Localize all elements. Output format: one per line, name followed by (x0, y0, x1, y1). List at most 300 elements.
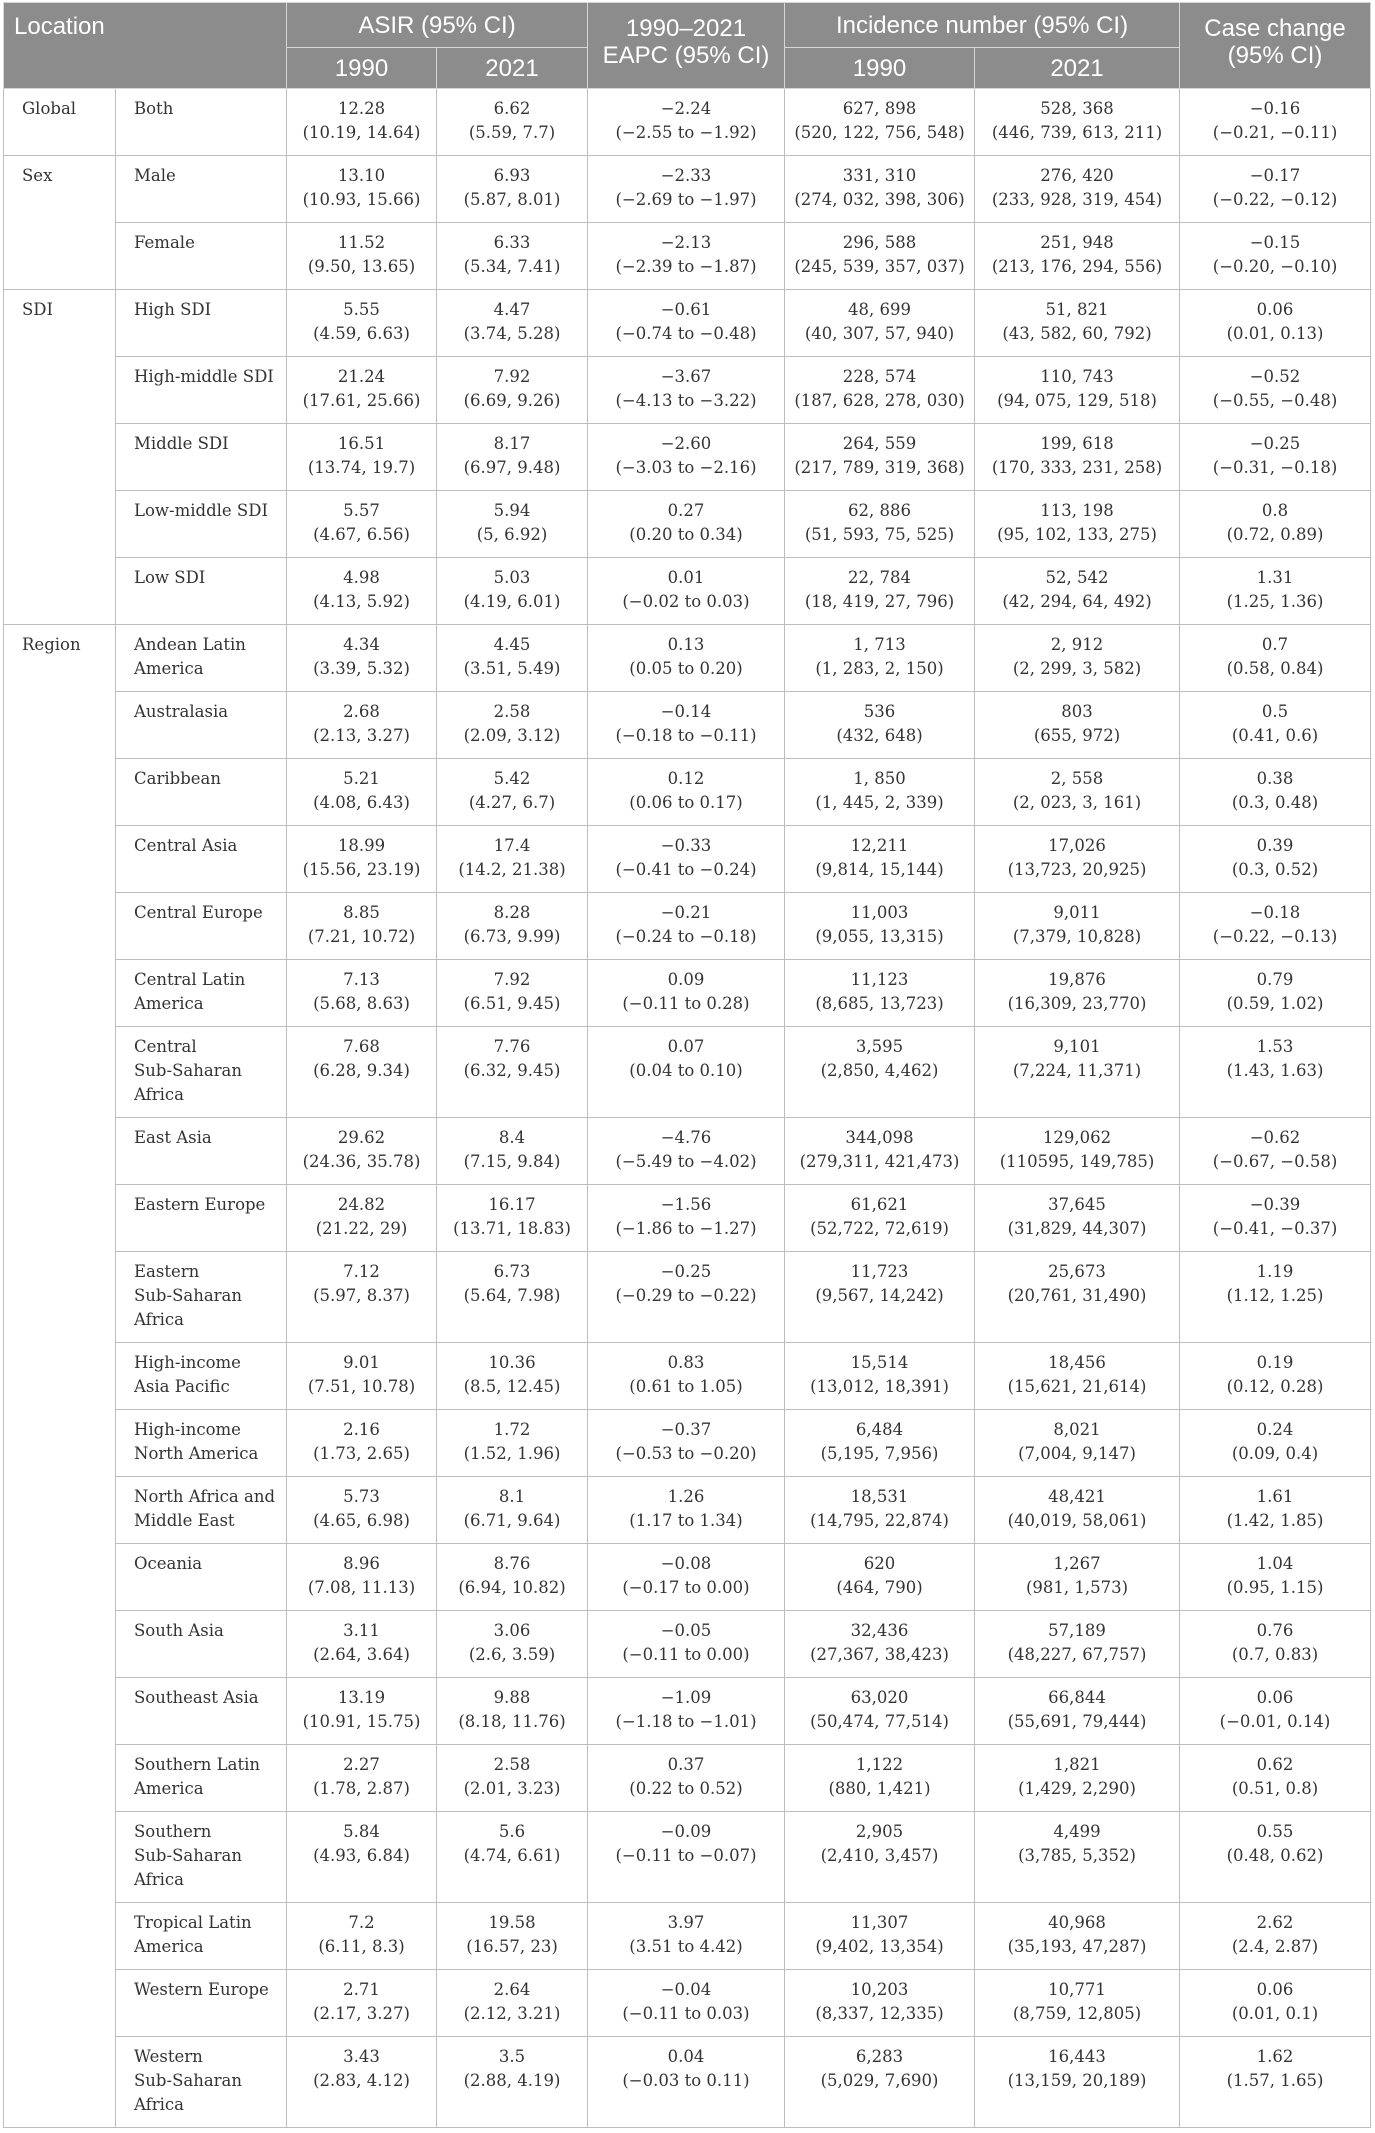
incidence-2021-cell (975, 1343, 1180, 1410)
location-cell (116, 759, 287, 826)
incidence-2021-cell (975, 156, 1180, 223)
location-cell (116, 1903, 287, 1970)
location-line: Asia Pacific (134, 1377, 230, 1396)
location-cell (116, 625, 287, 692)
incidence-2021-cell (975, 692, 1180, 759)
incidence-1990-line: 48, 699 (848, 300, 911, 319)
table-row (4, 1118, 1371, 1185)
asir-1990-line: (7.08, 11.13) (307, 1578, 416, 1597)
eapc-line: 0.37 (667, 1755, 705, 1774)
location-line: Middle East (134, 1511, 235, 1530)
table-row (4, 424, 1371, 491)
group-label-cell: Global (4, 89, 116, 156)
asir-1990-cell (287, 1185, 437, 1252)
case-change-line: (0.95, 1.15) (1226, 1578, 1324, 1597)
eapc-line: 0.27 (667, 501, 705, 520)
asir-1990-cell (287, 156, 437, 223)
case-change-line: (1.43, 1.63) (1226, 1061, 1324, 1080)
case-change-cell (1180, 759, 1371, 826)
case-change-line: (1.57, 1.65) (1226, 2071, 1324, 2090)
table-row (4, 1970, 1371, 2037)
asir-1990-cell (287, 1477, 437, 1544)
location-cell (116, 1678, 287, 1745)
case-change-cell (1180, 424, 1371, 491)
asir-1990-line: 13.19 (337, 1688, 386, 1707)
asir-1990-line: (24.36, 35.78) (302, 1152, 421, 1171)
asir-2021-line: (13.71, 18.83) (453, 1219, 571, 1238)
incidence-1990-line: 620 (863, 1554, 896, 1573)
asir-1990-cell (287, 893, 437, 960)
incidence-2021-line: (981, 1,573) (1025, 1578, 1129, 1597)
case-change-cell (1180, 625, 1371, 692)
eapc-line: −0.61 (660, 300, 712, 319)
asir-2021-line: 8.4 (498, 1128, 526, 1147)
asir-2021-cell (437, 89, 588, 156)
incidence-2021-line: 199, 618 (1040, 434, 1114, 453)
incidence-1990-cell (785, 558, 975, 625)
eapc-cell (588, 357, 785, 424)
incidence-1990-line: (9,567, 14,242) (815, 1286, 944, 1305)
location-cell (116, 223, 287, 290)
asir-1990-line: 5.84 (343, 1822, 380, 1841)
eapc-line: (−0.53 to −0.20) (615, 1444, 757, 1463)
asir-1990-line: 5.57 (343, 501, 380, 520)
eapc-cell (588, 2037, 785, 2128)
case-change-line: 0.06 (1256, 1688, 1294, 1707)
incidence-2021-line: 528, 368 (1040, 99, 1114, 118)
eapc-line: −0.25 (660, 1262, 712, 1281)
case-change-line: 1.04 (1256, 1554, 1294, 1573)
location-cell (116, 1343, 287, 1410)
eapc-line: −0.04 (660, 1980, 712, 1999)
incidence-2021-cell (975, 1477, 1180, 1544)
asir-1990-cell (287, 1252, 437, 1343)
case-change-line: −0.15 (1249, 233, 1301, 252)
incidence-1990-line: 1,122 (855, 1755, 904, 1774)
asir-2021-cell (437, 692, 588, 759)
incidence-2021-line: 16,443 (1048, 2047, 1106, 2066)
location-line: America (134, 994, 204, 1013)
asir-1990-line: (4.59, 6.63) (313, 324, 410, 343)
asir-1990-line: (10.19, 14.64) (302, 123, 421, 142)
table-row (4, 223, 1371, 290)
case-change-line: −0.17 (1249, 166, 1301, 185)
group-label-cell: SDI (4, 290, 116, 625)
eapc-line: (−2.39 to −1.87) (615, 257, 757, 276)
incidence-2021-line: (2, 023, 3, 161) (1012, 793, 1142, 812)
asir-1990-line: (4.65, 6.98) (313, 1511, 410, 1530)
eapc-line: (−0.11 to 0.03) (622, 2004, 750, 2023)
case-change-cell (1180, 223, 1371, 290)
asir-1990-line: 29.62 (337, 1128, 386, 1147)
incidence-2021-line: (43, 582, 60, 792) (1002, 324, 1152, 343)
asir-1990-line: (4.93, 6.84) (313, 1846, 410, 1865)
eapc-line: (−0.11 to 0.28) (622, 994, 750, 1013)
location-cell (116, 357, 287, 424)
incidence-1990-line: (432, 648) (836, 726, 923, 745)
location-cell (116, 1745, 287, 1812)
location-line: Tropical Latin (134, 1913, 252, 1932)
location-cell (116, 960, 287, 1027)
incidence-1990-line: 11,003 (850, 903, 909, 922)
table-row (4, 1185, 1371, 1252)
asir-2021-line: 5.94 (493, 501, 531, 520)
asir-1990-cell (287, 290, 437, 357)
eapc-line: (−0.29 to −0.22) (615, 1286, 757, 1305)
case-change-cell (1180, 2037, 1371, 2128)
case-change-line: (0.7, 0.83) (1231, 1645, 1319, 1664)
eapc-cell (588, 1118, 785, 1185)
asir-1990-cell (287, 1812, 437, 1903)
incidence-1990-line: 344,098 (845, 1128, 914, 1147)
eapc-cell (588, 1611, 785, 1678)
incidence-2021-cell (975, 1185, 1180, 1252)
asir-1990-line: (6.11, 8.3) (318, 1937, 405, 1956)
location-line: Africa (134, 2095, 184, 2114)
asir-1990-line: (5.97, 8.37) (313, 1286, 410, 1305)
asir-2021-cell (437, 290, 588, 357)
asir-2021-line: 5.6 (498, 1822, 526, 1841)
case-change-line: (0.3, 0.52) (1231, 860, 1319, 879)
incidence-2021-line: 17,026 (1048, 836, 1106, 855)
incidence-2021-cell (975, 625, 1180, 692)
location-line: Africa (134, 1085, 184, 1104)
incidence-2021-line: 66,844 (1048, 1688, 1106, 1707)
location-line: North America (134, 1444, 259, 1463)
location-cell (116, 89, 287, 156)
incidence-1990-line: (9,814, 15,144) (815, 860, 944, 879)
incidence-1990-line: (5,029, 7,690) (820, 2071, 939, 2090)
eapc-line: −0.33 (660, 836, 712, 855)
eapc-cell (588, 692, 785, 759)
asir-1990-line: 2.71 (343, 1980, 380, 1999)
location-line: Western (134, 2047, 203, 2066)
table-row (4, 1745, 1371, 1812)
asir-1990-line: (1.73, 2.65) (313, 1444, 410, 1463)
incidence-2021-line: (95, 102, 133, 275) (997, 525, 1157, 544)
incidence-1990-line: (8,685, 13,723) (815, 994, 944, 1013)
incidence-2021-line: 37,645 (1048, 1195, 1106, 1214)
incidence-1990-line: 22, 784 (848, 568, 911, 587)
asir-2021-line: (5, 6.92) (476, 525, 548, 544)
incidence-1990-line: 62, 886 (848, 501, 911, 520)
case-change-line: (1.25, 1.36) (1226, 592, 1324, 611)
asir-2021-line: (6.51, 9.45) (463, 994, 561, 1013)
asir-1990-line: 3.43 (343, 2047, 380, 2066)
asir-2021-line: 1.72 (493, 1420, 531, 1439)
case-change-cell (1180, 1544, 1371, 1611)
asir-2021-line: 17.4 (493, 836, 531, 855)
case-change-cell (1180, 1611, 1371, 1678)
incidence-1990-cell (785, 1745, 975, 1812)
incidence-1990-line: 1, 850 (853, 769, 906, 788)
asir-2021-line: 8.76 (493, 1554, 531, 1573)
case-change-cell (1180, 893, 1371, 960)
location-line: Oceania (134, 1554, 203, 1573)
incidence-1990-cell (785, 1611, 975, 1678)
case-change-line: 0.55 (1256, 1822, 1294, 1841)
asir-1990-line: (13.74, 19.7) (307, 458, 416, 477)
incidence-2021-line: (16,309, 23,770) (1007, 994, 1147, 1013)
asir-2021-line: (5.64, 7.98) (463, 1286, 561, 1305)
location-cell (116, 1410, 287, 1477)
group-label-cell: Sex (4, 156, 116, 290)
eapc-line: (0.22 to 0.52) (629, 1779, 743, 1798)
case-change-line: 1.19 (1256, 1262, 1294, 1281)
incidence-2021-line: 110, 743 (1040, 367, 1114, 386)
incidence-2021-line: 48,421 (1048, 1487, 1106, 1506)
case-change-line: 0.06 (1256, 300, 1294, 319)
asir-2021-cell (437, 491, 588, 558)
eapc-line: (0.06 to 0.17) (629, 793, 743, 812)
incidence-1990-line: 536 (863, 702, 896, 721)
incidence-2021-cell (975, 960, 1180, 1027)
incidence-2021-line: (2, 299, 3, 582) (1012, 659, 1142, 678)
incidence-2021-cell (975, 759, 1180, 826)
incidence-1990-line: 63,020 (850, 1688, 909, 1707)
eapc-cell (588, 826, 785, 893)
header-incidence-2021: 2021 (975, 48, 1180, 89)
eapc-cell (588, 1343, 785, 1410)
incidence-1990-cell (785, 290, 975, 357)
location-line: East Asia (134, 1128, 212, 1147)
incidence-1990-line: 331, 310 (842, 166, 917, 185)
incidence-2021-line: (15,621, 21,614) (1007, 1377, 1147, 1396)
incidence-2021-cell (975, 826, 1180, 893)
header-eapc (588, 3, 785, 89)
incidence-2021-line: (7,224, 11,371) (1012, 1061, 1142, 1080)
table-row (4, 290, 1371, 357)
eapc-cell (588, 625, 785, 692)
table-row (4, 893, 1371, 960)
asir-2021-line: (5.87, 8.01) (463, 190, 561, 209)
asir-1990-line: (4.08, 6.43) (313, 793, 410, 812)
eapc-line: −1.09 (660, 1688, 712, 1707)
asir-1990-cell (287, 1903, 437, 1970)
incidence-1990-cell (785, 893, 975, 960)
case-change-line: 0.8 (1261, 501, 1289, 520)
incidence-1990-line: (245, 539, 357, 037) (794, 257, 965, 276)
location-line: High-income (134, 1353, 241, 1372)
case-change-line: 1.62 (1256, 2047, 1294, 2066)
incidence-2021-cell (975, 1745, 1180, 1812)
case-change-line: (−0.22, −0.12) (1212, 190, 1338, 209)
case-change-line: 0.06 (1256, 1980, 1294, 1999)
asir-2021-cell (437, 625, 588, 692)
asir-2021-line: 2.64 (493, 1980, 531, 1999)
asir-1990-cell (287, 1027, 437, 1118)
case-change-cell (1180, 826, 1371, 893)
location-line: High SDI (134, 300, 212, 319)
location-cell (116, 1118, 287, 1185)
header-asir-1990: 1990 (287, 48, 437, 89)
case-change-line: −0.25 (1249, 434, 1301, 453)
asir-1990-cell (287, 692, 437, 759)
header-case-change-line1: Case change (1204, 15, 1346, 42)
case-change-line: 0.24 (1256, 1420, 1294, 1439)
incidence-1990-line: (40, 307, 57, 940) (804, 324, 955, 343)
asir-2021-line: 8.1 (498, 1487, 526, 1506)
incidence-2021-line: 1,821 (1053, 1755, 1101, 1774)
asir-1990-line: (10.91, 15.75) (302, 1712, 421, 1731)
case-change-line: −0.18 (1249, 903, 1301, 922)
incidence-2021-cell (975, 1118, 1180, 1185)
asir-1990-line: (2.64, 3.64) (313, 1645, 410, 1664)
location-line: Southeast Asia (134, 1688, 259, 1707)
table-row (4, 156, 1371, 223)
table-row (4, 826, 1371, 893)
eapc-line: (−2.69 to −1.97) (615, 190, 757, 209)
incidence-1990-line: 11,123 (850, 970, 909, 989)
asir-2021-line: 4.45 (493, 635, 531, 654)
case-change-line: 0.79 (1256, 970, 1294, 989)
table-row (4, 625, 1371, 692)
asir-2021-line: 3.06 (493, 1621, 531, 1640)
asir-2021-line: 10.36 (488, 1353, 536, 1372)
incidence-2021-cell (975, 1970, 1180, 2037)
incidence-table (3, 2, 1371, 2128)
eapc-line: (−1.86 to −1.27) (615, 1219, 757, 1238)
case-change-cell (1180, 1745, 1371, 1812)
eapc-cell (588, 290, 785, 357)
asir-2021-line: (6.94, 10.82) (458, 1578, 566, 1597)
case-change-line: (−0.01, 0.14) (1219, 1712, 1331, 1731)
incidence-1990-cell (785, 1027, 975, 1118)
asir-1990-cell (287, 1611, 437, 1678)
incidence-1990-line: (51, 593, 75, 525) (804, 525, 955, 544)
asir-2021-line: 6.33 (493, 233, 531, 252)
incidence-2021-cell (975, 2037, 1180, 2128)
incidence-2021-line: 2, 912 (1050, 635, 1104, 654)
eapc-line: (−0.03 to 0.11) (622, 2071, 750, 2090)
location-cell (116, 491, 287, 558)
asir-2021-line: (1.52, 1.96) (463, 1444, 561, 1463)
asir-2021-line: 4.47 (493, 300, 531, 319)
location-line: Central (134, 1037, 197, 1056)
asir-1990-cell (287, 424, 437, 491)
asir-1990-cell (287, 826, 437, 893)
eapc-cell (588, 1678, 785, 1745)
incidence-2021-cell (975, 1611, 1180, 1678)
location-cell (116, 1970, 287, 2037)
table-row (4, 1903, 1371, 1970)
case-change-cell (1180, 1185, 1371, 1252)
incidence-1990-line: 15,514 (850, 1353, 909, 1372)
incidence-1990-line: 32,436 (850, 1621, 909, 1640)
eapc-line: −0.08 (660, 1554, 712, 1573)
location-line: Andean Latin (134, 635, 246, 654)
incidence-2021-cell (975, 1678, 1180, 1745)
asir-2021-cell (437, 759, 588, 826)
location-line: Female (134, 233, 195, 252)
incidence-2021-cell (975, 1812, 1180, 1903)
incidence-2021-line: (55,691, 79,444) (1007, 1712, 1147, 1731)
asir-2021-line: (6.73, 9.99) (463, 927, 561, 946)
location-line: Middle SDI (134, 434, 229, 453)
incidence-1990-line: (1, 283, 2, 150) (815, 659, 944, 678)
table-row (4, 89, 1371, 156)
incidence-1990-line: 6,283 (855, 2047, 904, 2066)
eapc-line: (−3.03 to −2.16) (615, 458, 757, 477)
asir-1990-line: (6.28, 9.34) (313, 1061, 410, 1080)
eapc-line: (−0.74 to −0.48) (615, 324, 757, 343)
asir-2021-cell (437, 558, 588, 625)
location-cell (116, 290, 287, 357)
asir-2021-line: 3.5 (498, 2047, 526, 2066)
eapc-line: −0.37 (660, 1420, 712, 1439)
location-line: Male (134, 166, 176, 185)
asir-2021-line: (14.2, 21.38) (458, 860, 566, 879)
incidence-1990-line: 11,307 (850, 1913, 909, 1932)
incidence-2021-line: 251, 948 (1040, 233, 1114, 252)
incidence-1990-line: 18,531 (850, 1487, 909, 1506)
incidence-2021-line: 40,968 (1048, 1913, 1106, 1932)
asir-2021-line: 19.58 (488, 1913, 536, 1932)
eapc-line: (−0.02 to 0.03) (622, 592, 750, 611)
eapc-line: (−1.18 to −1.01) (615, 1712, 757, 1731)
asir-2021-line: (16.57, 23) (466, 1937, 558, 1956)
incidence-2021-line: (48,227, 67,757) (1007, 1645, 1147, 1664)
asir-1990-cell (287, 1544, 437, 1611)
asir-1990-line: (9.50, 13.65) (307, 257, 416, 276)
case-change-cell (1180, 491, 1371, 558)
incidence-2021-line: (8,759, 12,805) (1012, 2004, 1142, 2023)
asir-1990-line: 5.21 (343, 769, 380, 788)
asir-1990-cell (287, 89, 437, 156)
incidence-2021-line: 113, 198 (1040, 501, 1114, 520)
incidence-1990-cell (785, 1477, 975, 1544)
eapc-line: 0.01 (667, 568, 705, 587)
incidence-2021-line: (20,761, 31,490) (1007, 1286, 1147, 1305)
asir-1990-line: 4.34 (343, 635, 380, 654)
incidence-2021-line: (110595, 149,785) (999, 1152, 1155, 1171)
location-line: Southern Latin (134, 1755, 260, 1774)
asir-1990-line: (10.93, 15.66) (302, 190, 421, 209)
asir-2021-line: (6.97, 9.48) (463, 458, 561, 477)
eapc-line: (−0.24 to −0.18) (615, 927, 757, 946)
incidence-1990-line: 6,484 (855, 1420, 904, 1439)
eapc-cell (588, 1544, 785, 1611)
location-line: America (134, 1937, 204, 1956)
case-change-line: 1.53 (1256, 1037, 1294, 1056)
incidence-1990-cell (785, 826, 975, 893)
asir-2021-line: 9.88 (493, 1688, 531, 1707)
asir-1990-line: 13.10 (337, 166, 386, 185)
asir-1990-cell (287, 1745, 437, 1812)
case-change-line: −0.52 (1249, 367, 1301, 386)
incidence-1990-cell (785, 1410, 975, 1477)
asir-2021-cell (437, 1027, 588, 1118)
asir-2021-line: 6.73 (493, 1262, 531, 1281)
asir-2021-line: (8.18, 11.76) (458, 1712, 566, 1731)
table-body (4, 89, 1371, 2128)
asir-2021-line: (3.74, 5.28) (463, 324, 561, 343)
case-change-line: −0.62 (1249, 1128, 1301, 1147)
case-change-line: (0.12, 0.28) (1226, 1377, 1324, 1396)
incidence-2021-line: (40,019, 58,061) (1007, 1511, 1147, 1530)
incidence-2021-line: 18,456 (1048, 1353, 1106, 1372)
eapc-line: (−5.49 to −4.02) (615, 1152, 757, 1171)
incidence-1990-line: (274, 032, 398, 306) (794, 190, 965, 209)
asir-2021-cell (437, 960, 588, 1027)
table-row (4, 1410, 1371, 1477)
asir-1990-cell (287, 491, 437, 558)
asir-2021-cell (437, 893, 588, 960)
eapc-cell (588, 759, 785, 826)
incidence-2021-line: 51, 821 (1045, 300, 1109, 319)
incidence-2021-line: 4,499 (1053, 1822, 1101, 1841)
incidence-2021-line: 276, 420 (1040, 166, 1114, 185)
